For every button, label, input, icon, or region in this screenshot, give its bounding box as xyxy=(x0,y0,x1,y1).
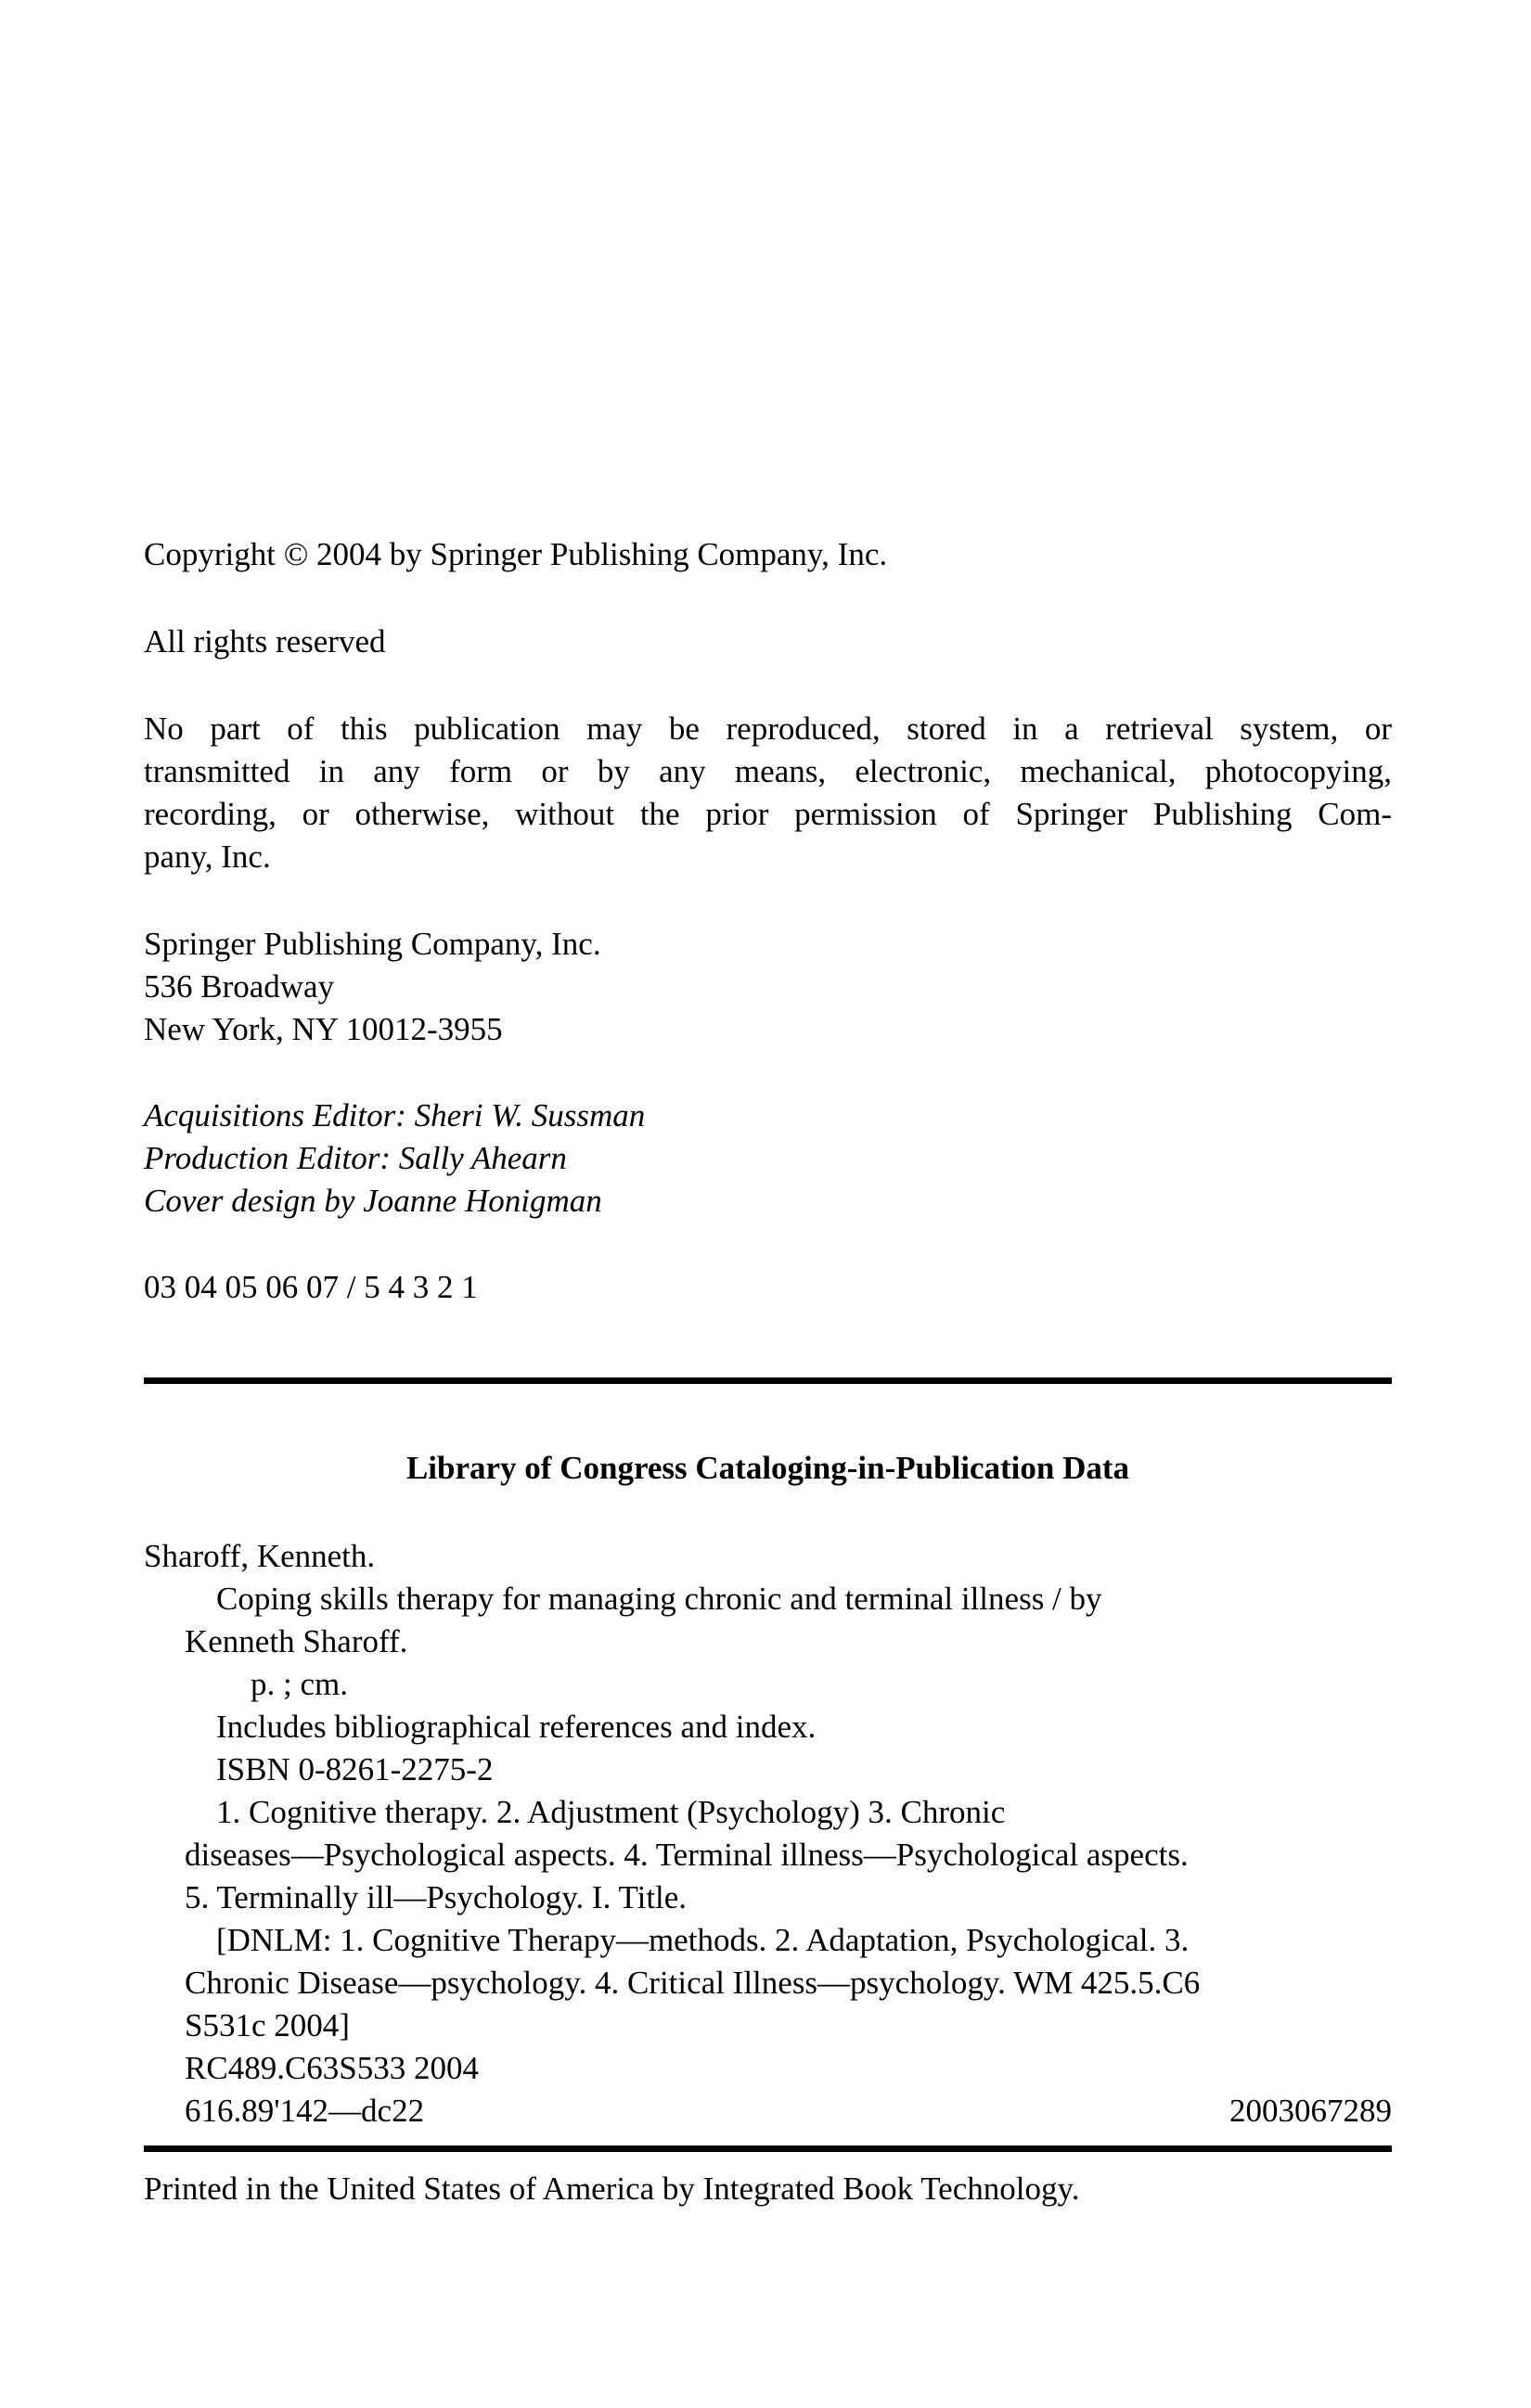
credits-block xyxy=(144,1095,1392,1223)
divider-top xyxy=(144,1377,1392,1384)
catalog-line: [DNLM: 1. Cognitive Therapy—methods. 2. Adaptation, Psychological. 3. xyxy=(216,1922,1190,1958)
catalog-line: Includes bibliographical references and index. xyxy=(216,1709,817,1745)
catalog-line: Kenneth Sharoff. xyxy=(185,1623,408,1659)
credit-acquisitions-editor: Acquisitions Editor: Sheri W. Sussman xyxy=(144,1097,646,1134)
catalog-line: Sharoff, Kenneth. xyxy=(144,1538,376,1574)
rights-reserved-line: All rights reserved xyxy=(144,623,386,660)
permission-line: transmitted in any form or by any means, electronic, mechanical, photocopying, xyxy=(144,753,1392,789)
catalog-block xyxy=(144,1535,1392,2133)
publisher-city: New York, NY 10012-3955 xyxy=(144,1011,503,1047)
catalog-line: 1. Cognitive therapy. 2. Adjustment (Psychology) 3. Chronic xyxy=(216,1794,1006,1830)
catalog-line: p. ; cm. xyxy=(251,1666,348,1702)
catalog-line: 5. Terminally ill—Psychology. I. Title. xyxy=(185,1879,688,1915)
catalog-line: S531c 2004] xyxy=(185,2007,350,2043)
catalog-line: diseases—Psychological aspects. 4. Terminal illness—Psychological aspects. xyxy=(185,1837,1189,1873)
copyright-page-content xyxy=(144,533,1392,2210)
catalog-line: ISBN 0-8261-2275-2 xyxy=(216,1751,494,1787)
credit-production-editor: Production Editor: Sally Ahearn xyxy=(144,1140,567,1176)
copyright-line: Copyright © 2004 by Springer Publishing Company, Inc. xyxy=(144,536,888,572)
permission-line-last: pany, Inc. xyxy=(144,839,271,875)
loc-heading: Library of Congress Cataloging-in-Publication Data xyxy=(405,1450,1130,1486)
publisher-address-block xyxy=(144,923,1392,1051)
catalog-line: Coping skills therapy for managing chronic and terminal illness / by xyxy=(216,1581,1102,1617)
divider-bottom xyxy=(144,2145,1392,2152)
catalog-line: Chronic Disease—psychology. 4. Critical Illness—psychology. WM 425.5.C6 xyxy=(185,1965,1201,2001)
credit-cover-design: Cover design by Joanne Honigman xyxy=(144,1183,602,1219)
dewey-row xyxy=(144,2090,1392,2133)
permission-line: No part of this publication may be reproduced, stored in a retrieval system, or xyxy=(144,711,1392,747)
loc-control-number: 2003067289 xyxy=(1229,2093,1392,2129)
permission-line: recording, or otherwise, without the prior permission of Springer Publishing Com- xyxy=(144,796,1392,832)
publisher-name: Springer Publishing Company, Inc. xyxy=(144,926,601,962)
printed-in-line: Printed in the United States of America by Integrated Book Technology. xyxy=(144,2171,1080,2207)
catalog-line: RC489.C63S533 2004 xyxy=(185,2050,479,2086)
dewey-number: 616.89'142—dc22 xyxy=(185,2093,425,2129)
permission-paragraph xyxy=(144,708,1392,878)
publisher-street: 536 Broadway xyxy=(144,968,335,1005)
printing-history-line: 03 04 05 06 07 / 5 4 3 2 1 xyxy=(144,1269,478,1305)
